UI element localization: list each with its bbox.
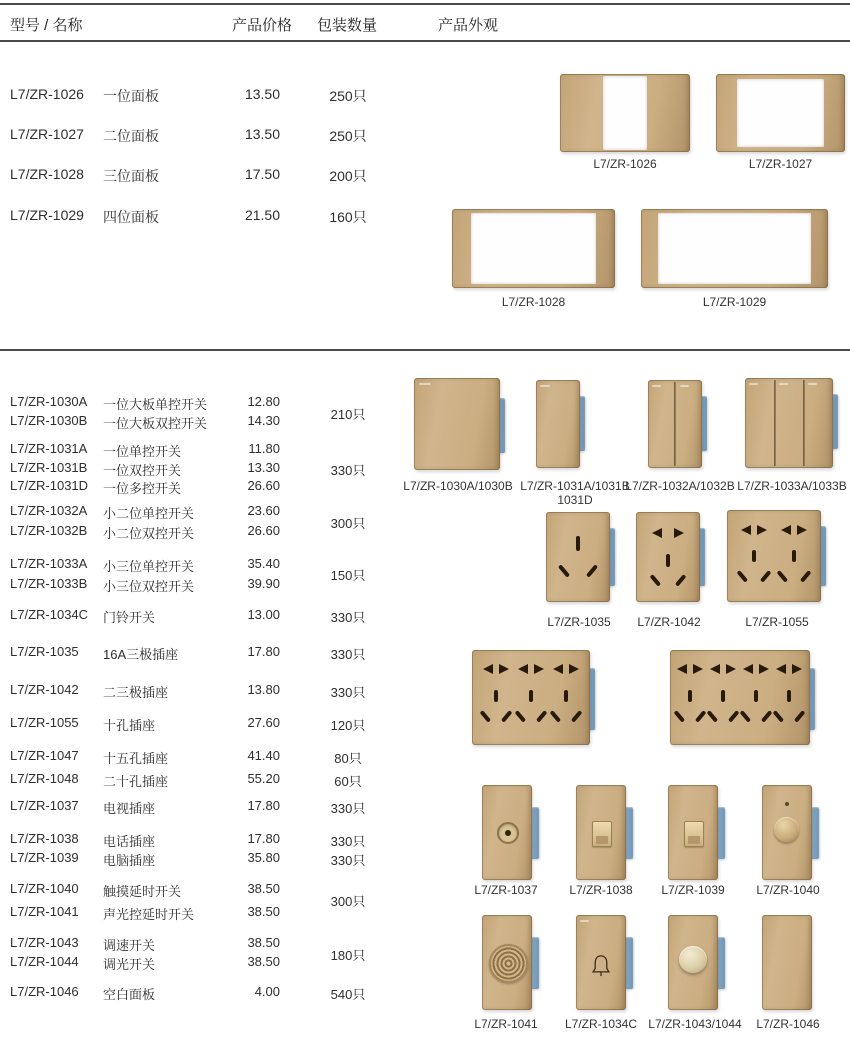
product-photo-1042 — [636, 512, 710, 602]
panel-frame — [716, 74, 845, 152]
model-cell: L7/ZR-1035 — [10, 644, 79, 659]
price-cell: 26.60 — [247, 478, 280, 493]
name-cell: 三位面板 — [103, 168, 159, 184]
product-photo-1035 — [546, 512, 620, 602]
name-cell: 二三极插座 — [103, 685, 169, 700]
photo-caption: L7/ZR-1026 — [593, 157, 657, 171]
photo-caption: L7/ZR-1042 — [637, 615, 701, 629]
top-rule — [0, 3, 850, 5]
model-cell: L7/ZR-1027 — [10, 126, 84, 142]
gang-divider — [674, 382, 676, 466]
price-cell: 11.80 — [248, 441, 280, 456]
name-cell: 四位面板 — [103, 209, 159, 225]
qty-cell: 160只 — [329, 209, 367, 225]
panel-frame — [560, 74, 690, 152]
photo-caption: L7/ZR-1041 — [474, 1017, 538, 1031]
rj-jack-icon — [592, 821, 612, 847]
brand-mark — [680, 385, 689, 387]
header-rule — [0, 40, 850, 42]
model-cell: L7/ZR-1031A — [10, 441, 88, 456]
socket-holes-graphic — [670, 650, 810, 745]
switch-panel — [482, 915, 532, 1010]
name-cell: 二位面板 — [103, 128, 159, 144]
model-cell: L7/ZR-1037 — [10, 798, 79, 813]
switch-panel — [414, 378, 500, 470]
column-header-price: 产品价格 — [232, 17, 293, 34]
price-cell: 4.00 — [254, 984, 280, 999]
model-cell: L7/ZR-1029 — [10, 207, 84, 223]
socket-holes-graphic — [472, 650, 590, 745]
column-header-appearance: 产品外观 — [438, 17, 499, 34]
switch-panel — [762, 785, 812, 880]
name-cell: 小三位双控开关 — [103, 579, 195, 594]
qty-cell: 330只 — [330, 853, 366, 868]
name-cell: 一位多控开关 — [103, 481, 182, 496]
socket-holes-graphic — [636, 512, 700, 602]
model-cell: L7/ZR-1040 — [10, 881, 79, 896]
photo-caption: L7/ZR-1046 — [756, 1017, 820, 1031]
coax-pin — [505, 830, 511, 836]
name-cell: 调光开关 — [103, 957, 156, 972]
switch-panel — [745, 378, 833, 468]
qty-cell: 300只 — [330, 516, 366, 531]
price-cell: 38.50 — [247, 954, 280, 969]
product-photo-1028 — [452, 209, 615, 288]
panel-window — [471, 213, 596, 284]
name-cell: 电视插座 — [103, 801, 156, 816]
model-cell: L7/ZR-1046 — [10, 984, 79, 999]
name-cell: 调速开关 — [103, 938, 156, 953]
product-photo-1039 — [668, 785, 730, 880]
price-cell: 12.80 — [247, 394, 280, 409]
product-photo-1038 — [576, 785, 638, 880]
product-photo-1030 — [414, 378, 510, 470]
product-photo-1029 — [641, 209, 828, 288]
qty-cell: 210只 — [330, 407, 366, 422]
name-cell: 一位大板单控开关 — [103, 397, 208, 412]
name-cell: 十五孔插座 — [103, 751, 169, 766]
model-cell: L7/ZR-1042 — [10, 682, 79, 697]
qty-cell: 200只 — [329, 168, 367, 184]
name-cell: 电脑插座 — [103, 853, 156, 868]
model-cell: L7/ZR-1039 — [10, 850, 79, 865]
name-cell: 门铃开关 — [103, 610, 156, 625]
socket-panel — [482, 785, 532, 880]
socket-panel — [670, 650, 810, 745]
model-cell: L7/ZR-1034C — [10, 607, 89, 622]
qty-cell: 330只 — [330, 610, 366, 625]
panel-frame — [452, 209, 615, 288]
price-cell: 38.50 — [247, 881, 280, 896]
price-cell: 35.80 — [247, 850, 280, 865]
name-cell: 小三位单控开关 — [103, 559, 195, 574]
product-photo-1043-1044 — [668, 915, 730, 1010]
photo-caption: L7/ZR-1028 — [501, 295, 566, 309]
price-cell: 13.80 — [247, 682, 280, 697]
photo-caption: L7/ZR-1032A/1032B — [625, 479, 735, 493]
name-cell: 一位面板 — [103, 88, 159, 104]
price-cell: 38.50 — [247, 935, 280, 950]
rotary-knob — [679, 946, 707, 973]
name-cell: 声光控延时开关 — [103, 907, 195, 922]
price-cell: 26.60 — [247, 523, 280, 538]
model-cell: L7/ZR-1033A — [10, 556, 88, 571]
photo-caption: L7/ZR-1029 — [702, 295, 767, 309]
qty-cell: 330只 — [330, 834, 366, 849]
price-cell: 21.50 — [244, 207, 280, 223]
rj-jack-step — [596, 836, 608, 844]
model-cell: L7/ZR-1038 — [10, 831, 79, 846]
panel-window — [737, 79, 824, 147]
price-cell: 13.50 — [244, 86, 280, 102]
photo-caption: L7/ZR-1055 — [745, 615, 809, 629]
rj-jack-step — [688, 836, 700, 844]
column-header-model-name: 型号 / 名称 — [10, 17, 83, 34]
qty-cell: 80只 — [334, 751, 362, 766]
name-cell: 一位单控开关 — [103, 444, 182, 459]
bell-icon — [590, 953, 612, 979]
price-cell: 13.50 — [244, 126, 280, 142]
photo-caption: L7/ZR-1037 — [474, 883, 538, 897]
model-cell: L7/ZR-1033B — [10, 576, 88, 591]
price-cell: 41.40 — [247, 748, 280, 763]
product-photo-1055 — [727, 510, 833, 602]
product-photo-1041 — [482, 915, 544, 1010]
model-cell: L7/ZR-1028 — [10, 166, 84, 182]
name-cell: 电话插座 — [103, 834, 156, 849]
photo-caption: L7/ZR-1035 — [547, 615, 611, 629]
brand-mark — [652, 385, 661, 387]
qty-cell: 250只 — [329, 128, 367, 144]
product-photo-1027 — [716, 74, 845, 152]
photo-caption: L7/ZR-1038 — [569, 883, 633, 897]
price-cell: 14.30 — [247, 413, 280, 428]
switch-panel — [576, 915, 626, 1010]
photo-caption: L7/ZR-1043/1044 — [648, 1017, 742, 1031]
socket-panel — [576, 785, 626, 880]
price-cell: 35.40 — [247, 556, 280, 571]
model-cell: L7/ZR-1030B — [10, 413, 88, 428]
model-cell: L7/ZR-1032B — [10, 523, 88, 538]
model-cell: L7/ZR-1055 — [10, 715, 79, 730]
photo-caption: L7/ZR-1030A/1030B — [403, 479, 513, 493]
photo-caption: 1031D — [557, 493, 593, 507]
photo-caption: L7/ZR-1031A/1031B — [520, 479, 630, 493]
qty-cell: 330只 — [330, 801, 366, 816]
name-cell: 触摸延时开关 — [103, 884, 182, 899]
product-photo-1046 — [762, 915, 824, 1010]
price-cell: 13.00 — [247, 607, 280, 622]
brand-mark — [419, 383, 431, 385]
brand-mark — [808, 383, 817, 385]
column-header-qty: 包装数量 — [317, 17, 378, 34]
product-photo-1034c — [576, 915, 638, 1010]
product-photo-1026 — [560, 74, 690, 152]
photo-caption: L7/ZR-1039 — [661, 883, 725, 897]
price-cell: 27.60 — [247, 715, 280, 730]
sensor-grille-icon — [489, 944, 528, 983]
qty-cell: 540只 — [330, 987, 366, 1002]
model-cell: L7/ZR-1047 — [10, 748, 79, 763]
model-cell: L7/ZR-1044 — [10, 954, 79, 969]
brand-mark — [779, 383, 788, 385]
name-cell: 小二位单控开关 — [103, 506, 195, 521]
name-cell: 二十孔插座 — [103, 774, 169, 789]
photo-caption: L7/ZR-1027 — [748, 157, 813, 171]
name-cell: 小二位双控开关 — [103, 526, 195, 541]
price-cell: 39.90 — [247, 576, 280, 591]
price-cell: 17.80 — [247, 831, 280, 846]
model-cell: L7/ZR-1041 — [10, 904, 79, 919]
price-cell: 13.30 — [247, 460, 280, 475]
name-cell: 一位双控开关 — [103, 463, 182, 478]
socket-panel — [636, 512, 700, 602]
photo-caption: L7/ZR-1033A/1033B — [737, 479, 847, 493]
product-photo-1047 — [472, 650, 602, 745]
socket-holes-graphic — [546, 512, 610, 602]
switch-panel — [536, 380, 580, 468]
socket-panel — [727, 510, 821, 602]
model-cell: L7/ZR-1030A — [10, 394, 88, 409]
section-divider-rule — [0, 349, 850, 351]
price-cell: 55.20 — [247, 771, 280, 786]
photo-caption: L7/ZR-1034C — [564, 1017, 638, 1031]
model-cell: L7/ZR-1048 — [10, 771, 79, 786]
price-cell: 17.50 — [244, 166, 280, 182]
qty-cell: 180只 — [330, 948, 366, 963]
qty-cell: 300只 — [330, 894, 366, 909]
switch-panel — [668, 915, 718, 1010]
gang-divider — [774, 380, 776, 466]
photo-caption: L7/ZR-1040 — [756, 883, 820, 897]
price-cell: 23.60 — [247, 503, 280, 518]
socket-panel — [472, 650, 590, 745]
panel-window — [603, 76, 647, 150]
qty-cell: 330只 — [330, 685, 366, 700]
model-cell: L7/ZR-1031D — [10, 478, 89, 493]
coax-connector-icon — [497, 822, 519, 844]
model-cell: L7/ZR-1031B — [10, 460, 88, 475]
qty-cell: 60只 — [334, 774, 362, 789]
model-cell: L7/ZR-1032A — [10, 503, 88, 518]
product-photo-1033 — [745, 378, 843, 468]
name-cell: 16A三极插座 — [103, 647, 179, 662]
model-cell: L7/ZR-1043 — [10, 935, 79, 950]
socket-panel — [546, 512, 610, 602]
socket-panel — [668, 785, 718, 880]
rj-jack-icon — [684, 821, 704, 847]
model-cell: L7/ZR-1026 — [10, 86, 84, 102]
name-cell: 十孔插座 — [103, 718, 156, 733]
name-cell: 一位大板双控开关 — [103, 416, 208, 431]
brand-mark — [580, 920, 589, 922]
brand-mark — [540, 385, 550, 387]
qty-cell: 330只 — [330, 647, 366, 662]
panel-frame — [641, 209, 828, 288]
price-cell: 17.80 — [247, 798, 280, 813]
qty-cell: 250只 — [329, 88, 367, 104]
price-cell: 17.80 — [247, 644, 280, 659]
gang-divider — [803, 380, 805, 466]
brand-mark — [749, 383, 758, 385]
touch-button — [774, 817, 799, 842]
panel-window — [658, 213, 811, 284]
product-photo-1040 — [762, 785, 824, 880]
qty-cell: 120只 — [330, 718, 366, 733]
product-photo-1031 — [536, 380, 590, 468]
price-cell: 38.50 — [247, 904, 280, 919]
qty-cell: 330只 — [330, 463, 366, 478]
product-photo-1048 — [670, 650, 822, 745]
product-photo-1037 — [482, 785, 544, 880]
switch-panel — [648, 380, 702, 468]
qty-cell: 150只 — [330, 568, 366, 583]
name-cell: 空白面板 — [103, 987, 156, 1002]
socket-holes-graphic — [727, 510, 821, 602]
indicator-led — [785, 802, 789, 806]
blank-panel — [762, 915, 812, 1010]
product-photo-1032 — [648, 380, 712, 468]
